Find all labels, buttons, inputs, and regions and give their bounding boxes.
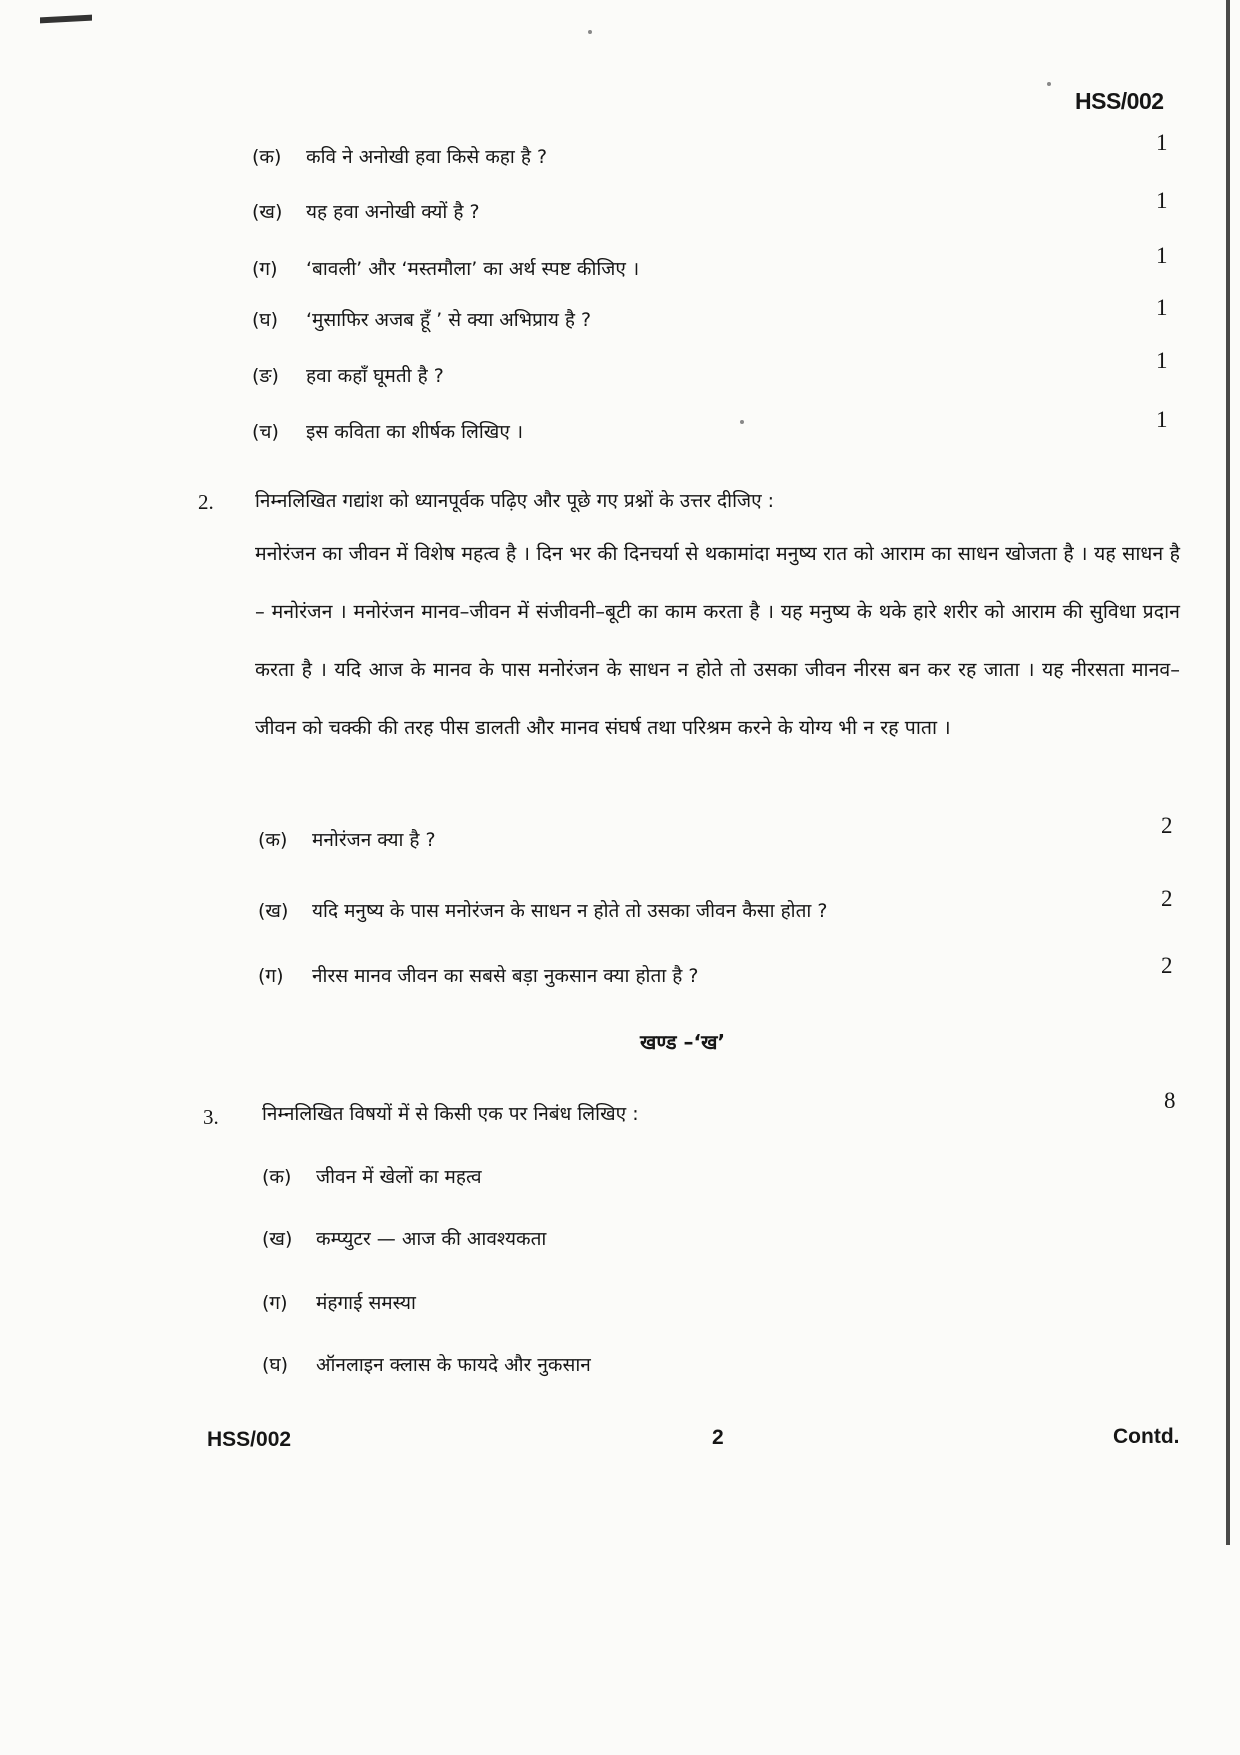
option-text: मंहगाई समस्या: [316, 1292, 416, 1314]
q1-subpart: [252, 418, 523, 444]
q3-instruction: निम्नलिखित विषयों में से किसी एक पर निबंध लिखिए :: [262, 1103, 639, 1125]
q3-option: [262, 1289, 416, 1315]
subpart-text: हवा कहाँ घूमती है ?: [306, 365, 444, 387]
q1-subpart: [252, 143, 547, 169]
subpart-text: इस कविता का शीर्षक लिखिए ।: [306, 421, 524, 443]
question-number: 2.: [198, 490, 214, 514]
q2-subpart: [258, 826, 436, 852]
option-label: (घ): [262, 1354, 289, 1376]
subpart-label: (ख): [258, 900, 289, 922]
q2-instruction: निम्नलिखित गद्यांश को ध्यानपूर्वक पढ़िए और पूछे गए प्रश्नों के उत्तर दीजिए :: [255, 490, 775, 512]
subpart-label: (क): [252, 146, 282, 168]
subpart-text: यदि मनुष्य के पास मनोरंजन के साधन न होते तो उसका जीवन कैसा होता ?: [312, 900, 828, 922]
subpart-label: (ग): [252, 258, 278, 280]
marks: 2: [1161, 886, 1173, 911]
q2-subpart: [258, 897, 827, 923]
q2-passage: मनोरंजन का जीवन में विशेष महत्व है । दिन भर की दिनचर्या से थकामांदा मनुष्य रात को आराम का साधन खोजता है । यह साधन है – मनोरंजन । मनोरंजन मानव–जीवन में संजीवनी–बूटी का काम करता है । यह मनुष्य के थके हारे शरीर को आराम की सुविधा प्रदान करता है । यदि आज के मानव के पास मनोरंजन के साधन न होते तो उसका जीवन नीरस बन कर रह जाता । यह नीरसता मानव–जीवन को चक्की की तरह पीस डालती और मानव संघर्ष तथा परिश्रम करने के योग्य भी न रह पाता ।: [255, 542, 1180, 739]
subpart-text: ‘मुसाफिर अजब हूँ ’ से क्या अभिप्राय है ?: [306, 309, 592, 331]
scan-edge: [1226, 0, 1230, 1545]
subpart-text: मनोरंजन क्या है ?: [312, 829, 436, 851]
option-label: (ख): [262, 1228, 293, 1250]
q3-option: [262, 1351, 591, 1377]
subpart-text: नीरस मानव जीवन का सबसे बड़ा नुकसान क्या होता है ?: [312, 965, 699, 987]
marks: 8: [1164, 1088, 1176, 1113]
scan-artifact: [40, 15, 92, 24]
marks: 1: [1156, 243, 1168, 268]
q1-subpart: [252, 362, 444, 388]
paper-code-header: HSS/002: [1075, 88, 1164, 114]
q1-subpart: [252, 198, 480, 224]
subpart-label: (क): [258, 829, 288, 851]
marks: 1: [1156, 295, 1168, 320]
question-number: 3.: [203, 1105, 219, 1129]
q1-subpart: [252, 306, 591, 332]
subpart-label: (ग): [258, 965, 284, 987]
scan-speck: [1047, 82, 1051, 86]
option-label: (ग): [262, 1292, 288, 1314]
marks: 1: [1156, 348, 1168, 373]
marks: 2: [1161, 813, 1173, 838]
section-heading: खण्ड –‘ख’: [640, 1030, 726, 1054]
option-text: कम्प्युटर — आज की आवश्यकता: [316, 1228, 547, 1250]
marks: 1: [1156, 130, 1168, 155]
scan-speck: [740, 420, 744, 424]
subpart-label: (च): [252, 421, 279, 443]
option-text: जीवन में खेलों का महत्व: [316, 1166, 482, 1188]
subpart-label: (घ): [252, 309, 279, 331]
q3-option: [262, 1225, 546, 1251]
subpart-label: (ख): [252, 201, 283, 223]
subpart-text: ‘बावली’ और ‘मस्तमौला’ का अर्थ स्पष्ट कीजिए ।: [306, 258, 640, 280]
scan-speck: [588, 30, 592, 34]
option-label: (क): [262, 1166, 292, 1188]
subpart-text: यह हवा अनोखी क्यों है ?: [306, 201, 480, 223]
subpart-text: कवि ने अनोखी हवा किसे कहा है ?: [306, 146, 548, 168]
marks: 1: [1156, 188, 1168, 213]
q1-subpart: [252, 255, 639, 281]
page-number: 2: [712, 1426, 724, 1449]
paper-code-footer: HSS/002: [207, 1428, 292, 1451]
marks: 1: [1156, 407, 1168, 432]
option-text: ऑनलाइन क्लास के फायदे और नुकसान: [316, 1354, 591, 1376]
marks: 2: [1161, 953, 1173, 978]
subpart-label: (ङ): [252, 365, 279, 387]
q2-subpart: [258, 962, 698, 988]
continued-label: Contd.: [1113, 1425, 1180, 1448]
q3-option: [262, 1163, 482, 1189]
